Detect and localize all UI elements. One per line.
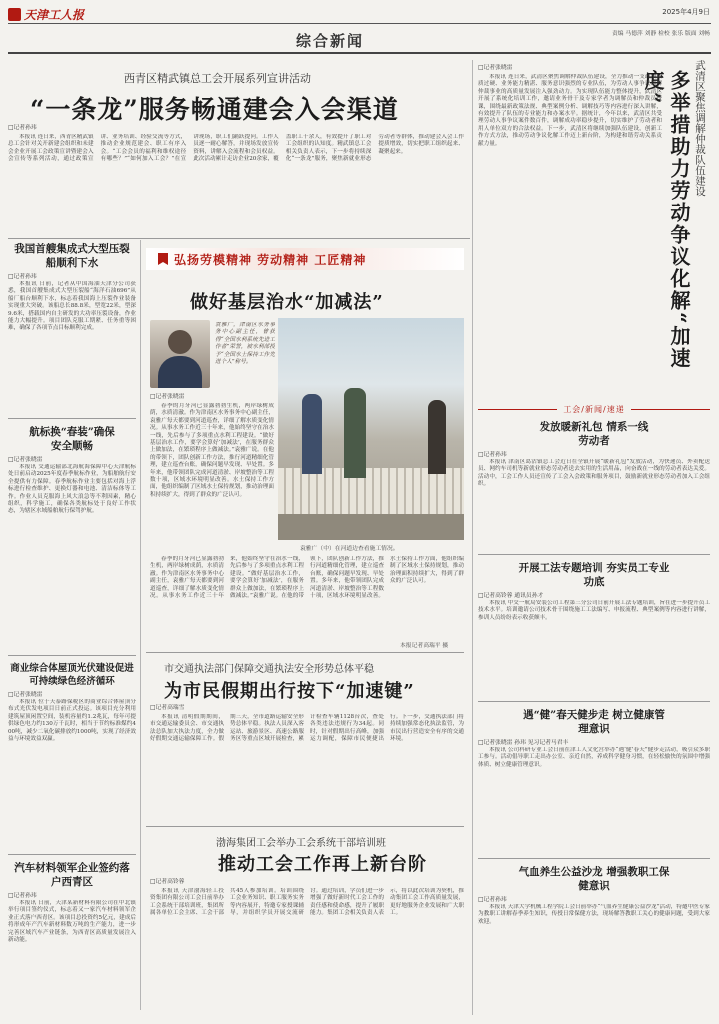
bohai-byline: □记者高铃蓉 <box>150 879 185 885</box>
left-column <box>8 242 136 1001</box>
feature-body-text: 春季的月牙河已显露勃勃生机，两岸绿树成荫，水质清澈。作为津南区水务事务中心副主任，袁雅广每天都要到河道巡查，详细了解水质变化情况。从事水务工作近三十年来，他始终坚守在治水一线，先后参与了多项重点水利工程建设。“做好基层治水工作，要学会算好‘加减法’，在服务群众上做加法，在繁琐程序上做减法。”袁雅广说。在他的带领下，团队创新工作方法，推行河道精细化管理，建立巡查台账，确保问题早发现、早处置。多年来，他带领团队完成河道清淤、岸坡整治等工程数十项，区域水环境明显改善。水土保持工作方面，他组织编制了区域水土保持规划，推动治理面积持续扩大，得到了群众的广泛认可。 <box>150 403 274 498</box>
right-divider <box>478 701 710 702</box>
feature-credit: 本报记者高瑞平 摄 <box>400 643 449 649</box>
vertical-tag: 武清区聚焦调解仲裁队伍建设 <box>694 60 706 197</box>
vertical-byline: □记者张晓雷 <box>478 65 513 71</box>
photo-person-right <box>428 400 446 474</box>
feature-caption: 袁雅广（中）在河道边查看施工情况。 <box>300 546 399 552</box>
left-story-title: 商业综合体屋顶光伏建设促进可持续绿色经济循环 <box>10 663 134 687</box>
transport-body <box>150 714 464 820</box>
left-story-text: 本报讯 位于天泰路保税区的商业综合体屋顶分布式光伏发电项目日前正式投运。该项目充分利用建筑屋顶闲置空间，装机容量约1.2兆瓦，每年可提供绿色电力约130万千瓦时，相当于节约标准煤约400吨，减少二氧化碳排放约1000吨，实现了经济效益与环境效益双赢。 <box>8 699 136 743</box>
feature-byline: □记者张晓雷 <box>150 394 185 400</box>
right-story-byline: □记者孙玮 <box>478 897 507 903</box>
editor-credits: 责编 马德萍 刘静 检校 张乐 版面 刘畅 <box>611 31 710 37</box>
right-story-text: 本报讯 津南区葛沽镇总工会近日在全镇开展“暖新礼包”发放活动，为快递员、外卖配送员、网约车司机等新就业形态劳动者送去实用的生活用品，向奋战在一线的劳动者表达关爱。活动中，工会工作人员还宣传了工会入会政策和服务项目，鼓励新就业形态劳动者加入工会组织。 <box>478 459 710 488</box>
left-story-byline: □记者张晓雷 <box>8 457 43 463</box>
vertical-body <box>478 74 662 398</box>
right-story-4 <box>478 865 710 1005</box>
lead-kicker: 西青区精武镇总工会开展系列宣讲活动 <box>124 72 311 85</box>
bohai-body <box>150 888 464 1010</box>
left-divider <box>8 418 136 419</box>
feature-intro: 袁雅广，津南区水务事务中心副主任，曾获得“全国水利系统先进工作者”荣誉，被水利部授予“全国水土保持工作先进个人”称号。 <box>215 322 275 366</box>
section-rule <box>8 52 711 54</box>
bohai-headline: 推动工会工作再上新台阶 <box>218 854 427 875</box>
lead-headline: “一条龙”服务畅通建会入会渠道 <box>30 95 399 124</box>
left-story-1 <box>8 242 136 418</box>
left-story-body <box>8 464 136 642</box>
feature-headline: 做好基层治水“加减法” <box>190 292 384 313</box>
left-story-body <box>8 281 136 401</box>
right-story-title: 发放暖新礼包 情系一线劳动者 <box>539 421 649 447</box>
vertical-body-text: 本报讯 连日来，武清区聚焦调解仲裁队伍建设，全力推动一支政治素质过硬、业务能力精湛、服务意识强烈的专业队伍，为劳动人事争议调解仲裁事业的高质量发展注入强劲动力。为实现队伍能力整体提升，武清区开展了系统化培训工作，邀请业务骨干及专家学者为调解员和仲裁员授课，围绕最新政策法规、典型案例分析、调解技巧等内容进行深入讲解，有效提升了队伍的专业能力和办案水平。据统计，今年以来，武清区共受理劳动人事争议案件数百件，调解成功率稳步提升，切实维护了劳动者和用人单位双方的合法权益。下一步，武清区将继续加强队伍建设，创新工作方式方法，推动劳动争议化解工作迈上新台阶，为构建和谐劳动关系贡献力量。 <box>478 74 662 147</box>
photo-railing <box>278 468 464 518</box>
spirit-banner-text: 弘扬劳模精神 劳动精神 工匠精神 <box>174 252 367 267</box>
transport-byline: □记者高瑞雪 <box>150 705 185 711</box>
photo-person-center <box>344 388 366 478</box>
photo-ground <box>278 514 464 540</box>
left-story-title: 汽车材料领军企业签约落户西青区 <box>14 862 130 888</box>
feature-body-left <box>150 403 274 553</box>
right-story-body <box>478 600 710 692</box>
left-story-4 <box>8 861 136 1001</box>
header-line <box>478 409 557 410</box>
divider-bohai <box>146 826 464 827</box>
transport-headline: 为市民假期出行按下“加速键” <box>164 681 415 702</box>
right-column <box>478 420 710 1005</box>
right-story-2 <box>478 561 710 701</box>
feature-portrait <box>150 320 210 388</box>
right-story-3 <box>478 708 710 858</box>
section-title: 综合新闻 <box>296 32 365 50</box>
left-story-text: 本报讯 交通运输部北海航海保障中心天津航标处日前启动2025年度春季航标作业，为船舶航行安全提供有力保障。春季航标作业主要包括对海上浮标进行检查维护、更换灯器和电池、清洁标体等工作。作业人员克服海上风大浪急等不利因素，精心组织，科学施工，确保各类航标处于良好工作状态，为辖区水域船舶航行保驾护航。 <box>8 464 136 515</box>
lead-byline: □记者孙玮 <box>8 125 37 131</box>
left-story-byline: □记者孙玮 <box>8 893 37 899</box>
right-story-text: 本报讯 天津大学机械工程学院工会日前举办“气血养生健康公益沙龙”活动，特邀中医专家为教职工讲解春季养生知识，传授日常保健方法，现场解答教职工关心的健康问题，受到大家欢迎。 <box>478 904 710 925</box>
transport-kicker: 市交通执法部门保障交通执法安全形势总体平稳 <box>164 664 374 675</box>
logo-mark-icon <box>8 8 21 21</box>
feature-body-bottom <box>150 556 464 640</box>
lead-body <box>8 134 464 236</box>
right-story-1 <box>478 420 710 554</box>
right-story-body <box>478 459 710 541</box>
divider-right <box>472 60 473 1015</box>
vertical-headline: 多举措助力劳动争议化解“加速度” <box>641 70 691 370</box>
union-news-header <box>478 402 710 416</box>
right-story-byline: □记者高铃蓉 通讯员孙才 <box>478 593 544 599</box>
right-story-byline: □记者张晓雷 孙玮 见习记者马君丰 <box>478 740 569 746</box>
right-divider <box>478 858 710 859</box>
divider-under-lead <box>8 238 470 239</box>
left-story-2 <box>8 425 136 655</box>
union-news-label: 工会/新闻/速递 <box>563 404 625 414</box>
left-story-3 <box>8 662 136 854</box>
right-story-title: 遇“健”春天健步走 树立健康管理意识 <box>523 709 665 735</box>
right-story-title: 气血养生公益沙龙 增强教职工保健意识 <box>518 866 670 892</box>
left-story-body <box>8 900 136 990</box>
left-story-title: 航标换“春装”确保安全顺畅 <box>29 426 115 452</box>
header-line <box>631 409 710 410</box>
feature-photo <box>278 318 464 540</box>
left-story-byline: □记者张晓雷 <box>8 692 43 698</box>
right-story-byline: □记者孙玮 <box>478 452 507 458</box>
transport-body-text: 本报讯 清明假期期间，市交通运输委员会、市交通执法总队加大执法力度，全力做好假期交通运输保障工作。假期三天，全市道路运输安全形势总体平稳。执法人员深入客运站、旅游景区、高速公路服务区等重点区域开展检查，累计检查车辆1128台次，查处各类违法违规行为34起。同时，针对假期出行高峰，加强运力调配，保障市民便捷出行。下一步，交通执法部门将持续加强常态化执法监管，为市民出行营造安全有序的交通环境。 <box>150 714 464 743</box>
right-story-body <box>478 904 710 980</box>
divider-transport <box>146 652 464 653</box>
left-story-byline: □记者孙玮 <box>8 274 37 280</box>
lead-body-text: 本报讯 连日来，西青区精武镇总工会针对关开新建会组织和未建会企业开展工会政策宣讲暨建会入会宣传等系列活动，通过政策宣讲、业务培训、经验交流等方式，推动企业规范建会、职工有序入会。“工会会员的福利和维权途径有哪些？”“如何加入工会？”在宣讲现场，职工们踊跃提问。工作人员逐一耐心解答，并现场发放宣传资料，讲解入会流程和会员权益。此次活动累计走访企业20余家，覆盖职工千余人，有效提升了职工对工会组织的认知度。精武镇总工会相关负责人表示，下一步将持续深化“一条龙”服务，聚焦新就业形态劳动者等群体，推动建会入会工作提质增效，切实把职工组织起来、凝聚起来。 <box>8 134 464 163</box>
right-story-text: 本报讯 中交一航局安装公司工程第三分公司日前开展工法专题培训，旨在进一步提升员工技术水平。培训邀请公司技术骨干围绕施工工法编写、申报流程、典型案例等内容进行讲解，参训人员纷纷表示收获颇丰。 <box>478 600 710 621</box>
left-story-text: 本报讯 日前，天津某新材料有限公司在中北镇举行项目签约仪式，标志着又一家汽车材料领军企业正式落户西青区。该项目总投资约5亿元，建成后将形成年产汽车新材料数万吨的生产能力，进一步完善区域汽车产业链条，为西青区高质量发展注入新动能。 <box>8 900 136 944</box>
bohai-kicker: 渤海集团工会举办工会系统干部培训班 <box>216 838 386 849</box>
left-divider <box>8 854 136 855</box>
right-story-text: 本报讯 公司科研专业工会日前在津工人文化宫举办“遇‘健’春天”健步走活动，吸引众多职工参与。活动倡导职工走出办公室、亲近自然，养成科学健身习惯，在轻松愉快的氛围中增强体质、树立健康管理意识。 <box>478 747 710 768</box>
bohai-body-text: 本报讯 天津渤海轻工投资集团有限公司工会日前举办工会系统干部培训班，集团所属各单位工会主席、工会干部共45人参加培训。培训围绕工会业务知识、职工服务实务等内容展开，特邀专家授课辅导，并组织学员开展交流研讨。通过培训，学员们进一步增强了做好新时代工会工作的责任感和使命感，提升了履职能力。集团工会相关负责人表示，将以此次培训为契机，推动集团工会工作高质量发展，更好地服务企业发展和广大职工。 <box>150 888 464 917</box>
left-story-text: 本报讯 日前，记者从中国海油天津分公司获悉，我国首艘集成式大型压裂船“海洋石油696”从船厂船台顺利下水，标志着我国海上压裂作业装备实现重大突破。该船总长88.8米，型宽22米，型深9.6米，搭载国内自主研发的大功率压裂设备，作业能力大幅提升。项目团队克服工期紧、任务重等困难，确保了各项节点目标顺利完成。 <box>8 281 136 332</box>
right-story-title: 开展工法专题培训 夯实员工专业功底 <box>518 562 670 588</box>
masthead-rule <box>8 23 711 24</box>
photo-person-left <box>302 394 322 474</box>
right-story-body <box>478 747 710 847</box>
masthead-logo: 天津工人报 <box>8 6 84 22</box>
left-story-title: 我国首艘集成式大型压裂船顺利下水 <box>14 243 130 269</box>
right-divider <box>478 554 710 555</box>
divider-left <box>140 240 141 1010</box>
left-story-body <box>8 699 136 839</box>
feature-body-text: 春季的月牙河已显露勃勃生机，两岸绿树成荫，水质清澈。作为津南区水务事务中心副主任，袁雅广每天都要到河道巡查，详细了解水质变化情况。从事水务工作近三十年来，他始终坚守在治水一线，先后参与了多项重点水利工程建设。“做好基层治水工作，要学会算好‘加减法’，在服务群众上做加法，在繁琐程序上做减法。”袁雅广说。在他的带领下，团队创新工作方法，推行河道精细化管理，建立巡查台账，确保问题早发现、早处置。多年来，他带领团队完成河道清淤、岸坡整治等工程数十项，区域水环境明显改善。水土保持工作方面，他组织编制了区域水土保持规划，推动治理面积持续扩大，得到了群众的广泛认可。 <box>150 556 464 600</box>
banner-ribbon-icon <box>158 253 168 265</box>
spirit-banner <box>146 248 464 270</box>
portrait-person-icon <box>168 330 192 354</box>
portrait-shoulders <box>158 356 202 388</box>
issue-date: 2025年4月9日 <box>662 8 710 16</box>
left-divider <box>8 655 136 656</box>
